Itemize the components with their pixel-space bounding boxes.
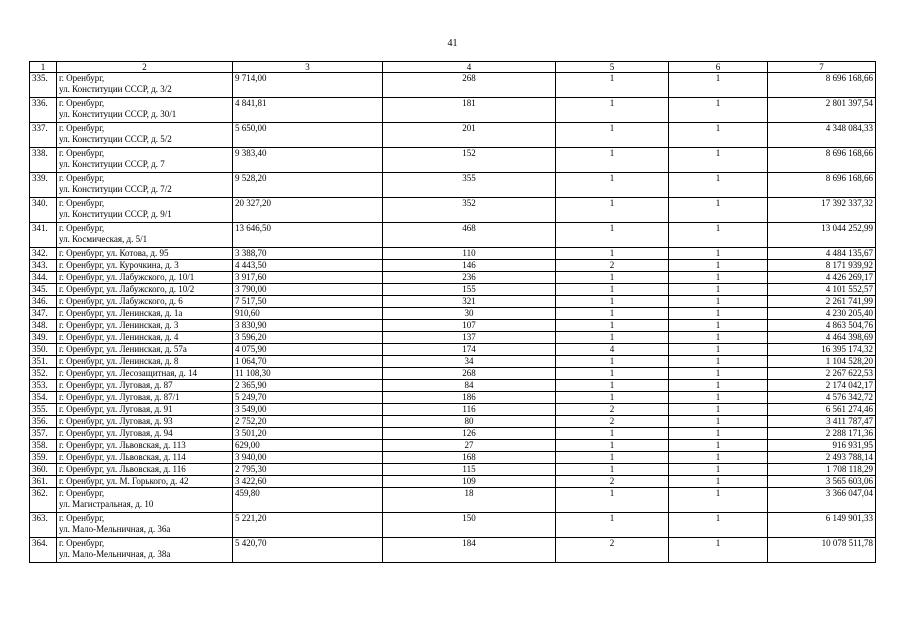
row-number-cell: 335. bbox=[30, 73, 57, 98]
table-row bbox=[30, 404, 876, 416]
row-number-cell: 358. bbox=[30, 440, 57, 452]
column-4-cell: 155 bbox=[383, 284, 556, 296]
column-4-cell: 150 bbox=[383, 513, 556, 538]
column-3-cell: 9 528,20 bbox=[233, 173, 383, 198]
column-5-cell: 1 bbox=[556, 248, 669, 260]
column-header-5: 5 bbox=[556, 62, 669, 73]
register-body bbox=[30, 73, 876, 563]
column-7-cell: 4 426 269,17 bbox=[768, 272, 876, 284]
column-7-cell: 2 267 622,53 bbox=[768, 368, 876, 380]
column-4-cell: 236 bbox=[383, 272, 556, 284]
column-4-cell: 30 bbox=[383, 308, 556, 320]
column-7-cell: 2 174 042,17 bbox=[768, 380, 876, 392]
column-5-cell: 1 bbox=[556, 513, 669, 538]
address-cell bbox=[57, 356, 233, 368]
row-number-cell: 352. bbox=[30, 368, 57, 380]
column-4-cell: 321 bbox=[383, 296, 556, 308]
row-number-cell: 339. bbox=[30, 173, 57, 198]
address-line: г. Оренбург, bbox=[59, 198, 105, 208]
table-row bbox=[30, 538, 876, 563]
address-line: ул. Мало-Мельничная, д. 36а bbox=[59, 524, 171, 534]
column-3-cell: 1 064,70 bbox=[233, 356, 383, 368]
address-cell bbox=[57, 488, 233, 513]
column-5-cell: 2 bbox=[556, 416, 669, 428]
column-5-cell: 2 bbox=[556, 260, 669, 272]
table-row bbox=[30, 356, 876, 368]
row-number-cell: 356. bbox=[30, 416, 57, 428]
table-row bbox=[30, 308, 876, 320]
column-3-cell: 9 383,40 bbox=[233, 148, 383, 173]
row-number-cell: 341. bbox=[30, 223, 57, 248]
column-3-cell: 3 596,20 bbox=[233, 332, 383, 344]
table-row bbox=[30, 173, 876, 198]
column-5-cell: 1 bbox=[556, 272, 669, 284]
column-3-cell: 4 075,90 bbox=[233, 344, 383, 356]
address-cell bbox=[57, 368, 233, 380]
column-6-cell: 1 bbox=[669, 198, 768, 223]
column-7-cell: 1 708 118,29 bbox=[768, 464, 876, 476]
address-cell bbox=[57, 404, 233, 416]
column-5-cell: 1 bbox=[556, 440, 669, 452]
column-3-cell: 3 940,00 bbox=[233, 452, 383, 464]
page-number: 41 bbox=[447, 38, 458, 49]
header-row bbox=[30, 62, 876, 73]
column-3-cell: 4 841,81 bbox=[233, 98, 383, 123]
table-row bbox=[30, 98, 876, 123]
column-4-cell: 181 bbox=[383, 98, 556, 123]
address-line: г. Оренбург, ул. Котова, д. 95 bbox=[59, 248, 169, 258]
table-row bbox=[30, 392, 876, 404]
address-cell bbox=[57, 476, 233, 488]
register-table bbox=[29, 61, 876, 563]
address-line: г. Оренбург, ул. Лесозащитная, д. 14 bbox=[59, 368, 198, 378]
column-6-cell: 1 bbox=[669, 344, 768, 356]
column-6-cell: 1 bbox=[669, 98, 768, 123]
column-5-cell: 1 bbox=[556, 392, 669, 404]
address-cell bbox=[57, 344, 233, 356]
column-6-cell: 1 bbox=[669, 392, 768, 404]
address-cell bbox=[57, 260, 233, 272]
address-cell bbox=[57, 320, 233, 332]
address-line: г. Оренбург, ул. Лабужского, д. 6 bbox=[59, 296, 183, 306]
address-line: г. Оренбург, bbox=[59, 123, 105, 133]
table-row bbox=[30, 272, 876, 284]
column-5-cell: 1 bbox=[556, 452, 669, 464]
column-3-cell: 11 108,30 bbox=[233, 368, 383, 380]
column-5-cell: 1 bbox=[556, 148, 669, 173]
column-3-cell: 3 549,00 bbox=[233, 404, 383, 416]
column-6-cell: 1 bbox=[669, 464, 768, 476]
column-5-cell: 1 bbox=[556, 428, 669, 440]
column-7-cell: 2 288 171,36 bbox=[768, 428, 876, 440]
column-5-cell: 1 bbox=[556, 488, 669, 513]
column-5-cell: 2 bbox=[556, 538, 669, 563]
address-cell bbox=[57, 464, 233, 476]
column-5-cell: 1 bbox=[556, 332, 669, 344]
table-row bbox=[30, 428, 876, 440]
address-line: г. Оренбург, bbox=[59, 488, 105, 498]
column-7-cell: 4 484 135,67 bbox=[768, 248, 876, 260]
column-6-cell: 1 bbox=[669, 332, 768, 344]
table-row bbox=[30, 440, 876, 452]
column-7-cell: 3 565 603,06 bbox=[768, 476, 876, 488]
table-row bbox=[30, 344, 876, 356]
row-number-cell: 347. bbox=[30, 308, 57, 320]
column-5-cell: 1 bbox=[556, 368, 669, 380]
column-5-cell: 1 bbox=[556, 123, 669, 148]
column-header-6: 6 bbox=[669, 62, 768, 73]
column-7-cell: 3 411 787,47 bbox=[768, 416, 876, 428]
column-6-cell: 1 bbox=[669, 513, 768, 538]
column-3-cell: 3 830,90 bbox=[233, 320, 383, 332]
column-6-cell: 1 bbox=[669, 173, 768, 198]
column-6-cell: 1 bbox=[669, 272, 768, 284]
column-6-cell: 1 bbox=[669, 368, 768, 380]
table-row bbox=[30, 198, 876, 223]
address-line: г. Оренбург, ул. Ленинская, д. 8 bbox=[59, 356, 179, 366]
column-3-cell: 3 790,00 bbox=[233, 284, 383, 296]
column-6-cell: 1 bbox=[669, 296, 768, 308]
address-cell bbox=[57, 98, 233, 123]
row-number-cell: 344. bbox=[30, 272, 57, 284]
table-row bbox=[30, 320, 876, 332]
table-row bbox=[30, 488, 876, 513]
column-3-cell: 9 714,00 bbox=[233, 73, 383, 98]
column-4-cell: 80 bbox=[383, 416, 556, 428]
address-line: ул. Конституции СССР, д. 7 bbox=[59, 159, 165, 169]
address-line: г. Оренбург, ул. Ленинская, д. 57а bbox=[59, 344, 187, 354]
column-7-cell: 4 101 552,57 bbox=[768, 284, 876, 296]
table-row bbox=[30, 284, 876, 296]
table-row bbox=[30, 464, 876, 476]
column-5-cell: 1 bbox=[556, 380, 669, 392]
column-4-cell: 168 bbox=[383, 452, 556, 464]
column-6-cell: 1 bbox=[669, 356, 768, 368]
row-number-cell: 349. bbox=[30, 332, 57, 344]
column-6-cell: 1 bbox=[669, 308, 768, 320]
row-number-cell: 337. bbox=[30, 123, 57, 148]
address-line: ул. Конституции СССР, д. 9/1 bbox=[59, 209, 172, 219]
table-row bbox=[30, 416, 876, 428]
column-6-cell: 1 bbox=[669, 123, 768, 148]
address-cell bbox=[57, 173, 233, 198]
address-cell bbox=[57, 198, 233, 223]
column-6-cell: 1 bbox=[669, 488, 768, 513]
address-cell bbox=[57, 123, 233, 148]
column-5-cell: 1 bbox=[556, 356, 669, 368]
address-line: г. Оренбург, ул. Луговая, д. 94 bbox=[59, 428, 173, 438]
address-line: ул. Конституции СССР, д. 5/2 bbox=[59, 134, 172, 144]
address-line: ул. Магистральная, д. 10 bbox=[59, 499, 154, 509]
row-number-cell: 357. bbox=[30, 428, 57, 440]
address-line: г. Оренбург, ул. Лабужского, д. 10/1 bbox=[59, 272, 195, 282]
column-3-cell: 2 795,30 bbox=[233, 464, 383, 476]
column-3-cell: 3 388,70 bbox=[233, 248, 383, 260]
column-6-cell: 1 bbox=[669, 320, 768, 332]
column-7-cell: 6 149 901,33 bbox=[768, 513, 876, 538]
address-cell bbox=[57, 332, 233, 344]
column-header-7: 7 bbox=[768, 62, 876, 73]
column-4-cell: 355 bbox=[383, 173, 556, 198]
column-6-cell: 1 bbox=[669, 248, 768, 260]
column-3-cell: 20 327,20 bbox=[233, 198, 383, 223]
column-7-cell: 2 261 741,99 bbox=[768, 296, 876, 308]
column-3-cell: 5 221,20 bbox=[233, 513, 383, 538]
address-line: ул. Мало-Мельничная, д. 38а bbox=[59, 549, 171, 559]
address-line: г. Оренбург, bbox=[59, 148, 105, 158]
column-7-cell: 4 230 205,40 bbox=[768, 308, 876, 320]
address-cell bbox=[57, 428, 233, 440]
address-line: г. Оренбург, bbox=[59, 73, 105, 83]
column-4-cell: 107 bbox=[383, 320, 556, 332]
row-number-cell: 346. bbox=[30, 296, 57, 308]
row-number-cell: 359. bbox=[30, 452, 57, 464]
column-7-cell: 6 561 274,46 bbox=[768, 404, 876, 416]
column-6-cell: 1 bbox=[669, 416, 768, 428]
address-line: г. Оренбург, ул. Курочкина, д. 3 bbox=[59, 260, 179, 270]
address-cell bbox=[57, 452, 233, 464]
column-6-cell: 1 bbox=[669, 428, 768, 440]
column-7-cell: 4 464 398,69 bbox=[768, 332, 876, 344]
column-7-cell: 4 576 342,72 bbox=[768, 392, 876, 404]
row-number-cell: 361. bbox=[30, 476, 57, 488]
table-row bbox=[30, 513, 876, 538]
column-5-cell: 1 bbox=[556, 284, 669, 296]
column-7-cell: 8 696 168,66 bbox=[768, 148, 876, 173]
column-5-cell: 1 bbox=[556, 173, 669, 198]
column-5-cell: 1 bbox=[556, 73, 669, 98]
column-header-1: 1 bbox=[30, 62, 57, 73]
column-4-cell: 84 bbox=[383, 380, 556, 392]
column-7-cell: 916 931,95 bbox=[768, 440, 876, 452]
address-cell bbox=[57, 308, 233, 320]
row-number-cell: 343. bbox=[30, 260, 57, 272]
address-line: г. Оренбург, ул. Ленинская, д. 3 bbox=[59, 320, 179, 330]
address-line: ул. Космическая, д. 5/1 bbox=[59, 234, 148, 244]
row-number-cell: 355. bbox=[30, 404, 57, 416]
column-header-3: 3 bbox=[233, 62, 383, 73]
column-3-cell: 5 420,70 bbox=[233, 538, 383, 563]
column-3-cell: 629,00 bbox=[233, 440, 383, 452]
column-4-cell: 27 bbox=[383, 440, 556, 452]
column-7-cell: 8 171 939,92 bbox=[768, 260, 876, 272]
column-7-cell: 4 863 504,76 bbox=[768, 320, 876, 332]
column-5-cell: 1 bbox=[556, 308, 669, 320]
column-7-cell: 2 801 397,54 bbox=[768, 98, 876, 123]
column-6-cell: 1 bbox=[669, 284, 768, 296]
column-4-cell: 110 bbox=[383, 248, 556, 260]
address-line: г. Оренбург, bbox=[59, 223, 105, 233]
column-4-cell: 468 bbox=[383, 223, 556, 248]
column-5-cell: 2 bbox=[556, 476, 669, 488]
column-3-cell: 2 752,20 bbox=[233, 416, 383, 428]
row-number-cell: 364. bbox=[30, 538, 57, 563]
table-row bbox=[30, 368, 876, 380]
column-3-cell: 3 501,20 bbox=[233, 428, 383, 440]
column-5-cell: 1 bbox=[556, 98, 669, 123]
column-header-2: 2 bbox=[57, 62, 233, 73]
address-line: г. Оренбург, ул. Луговая, д. 87 bbox=[59, 380, 173, 390]
column-3-cell: 910,60 bbox=[233, 308, 383, 320]
table-row bbox=[30, 380, 876, 392]
row-number-cell: 338. bbox=[30, 148, 57, 173]
column-4-cell: 268 bbox=[383, 73, 556, 98]
column-3-cell: 459,80 bbox=[233, 488, 383, 513]
column-5-cell: 2 bbox=[556, 404, 669, 416]
address-cell bbox=[57, 223, 233, 248]
address-line: г. Оренбург, bbox=[59, 98, 105, 108]
column-7-cell: 17 392 337,32 bbox=[768, 198, 876, 223]
column-3-cell: 5 650,00 bbox=[233, 123, 383, 148]
column-5-cell: 1 bbox=[556, 198, 669, 223]
column-5-cell: 1 bbox=[556, 464, 669, 476]
column-6-cell: 1 bbox=[669, 538, 768, 563]
row-number-cell: 354. bbox=[30, 392, 57, 404]
address-cell bbox=[57, 392, 233, 404]
address-cell bbox=[57, 416, 233, 428]
address-cell bbox=[57, 440, 233, 452]
column-7-cell: 13 044 252,99 bbox=[768, 223, 876, 248]
table-row bbox=[30, 148, 876, 173]
address-line: г. Оренбург, ул. Ленинская, д. 1а bbox=[59, 308, 183, 318]
table-row bbox=[30, 452, 876, 464]
column-6-cell: 1 bbox=[669, 476, 768, 488]
column-4-cell: 352 bbox=[383, 198, 556, 223]
table-row bbox=[30, 476, 876, 488]
column-5-cell: 4 bbox=[556, 344, 669, 356]
column-3-cell: 5 249,70 bbox=[233, 392, 383, 404]
row-number-cell: 360. bbox=[30, 464, 57, 476]
address-line: г. Оренбург, bbox=[59, 513, 105, 523]
address-cell bbox=[57, 148, 233, 173]
address-line: ул. Конституции СССР, д. 7/2 bbox=[59, 184, 172, 194]
column-3-cell: 3 422,60 bbox=[233, 476, 383, 488]
table-row bbox=[30, 223, 876, 248]
column-4-cell: 109 bbox=[383, 476, 556, 488]
column-4-cell: 201 bbox=[383, 123, 556, 148]
column-5-cell: 1 bbox=[556, 320, 669, 332]
row-number-cell: 345. bbox=[30, 284, 57, 296]
row-number-cell: 362. bbox=[30, 488, 57, 513]
address-cell bbox=[57, 272, 233, 284]
column-3-cell: 4 443,50 bbox=[233, 260, 383, 272]
column-7-cell: 8 696 168,66 bbox=[768, 173, 876, 198]
column-5-cell: 1 bbox=[556, 296, 669, 308]
address-line: г. Оренбург, ул. М. Горького, д. 42 bbox=[59, 476, 189, 486]
column-4-cell: 115 bbox=[383, 464, 556, 476]
table-row bbox=[30, 332, 876, 344]
address-line: г. Оренбург, bbox=[59, 538, 105, 548]
row-number-cell: 336. bbox=[30, 98, 57, 123]
column-4-cell: 184 bbox=[383, 538, 556, 563]
row-number-cell: 353. bbox=[30, 380, 57, 392]
row-number-cell: 350. bbox=[30, 344, 57, 356]
address-cell bbox=[57, 284, 233, 296]
column-7-cell: 4 348 084,33 bbox=[768, 123, 876, 148]
address-cell bbox=[57, 296, 233, 308]
address-line: г. Оренбург, ул. Львовская, д. 116 bbox=[59, 464, 186, 474]
column-4-cell: 137 bbox=[383, 332, 556, 344]
column-header-4: 4 bbox=[383, 62, 556, 73]
row-number-cell: 363. bbox=[30, 513, 57, 538]
column-4-cell: 18 bbox=[383, 488, 556, 513]
column-6-cell: 1 bbox=[669, 73, 768, 98]
row-number-cell: 348. bbox=[30, 320, 57, 332]
column-4-cell: 116 bbox=[383, 404, 556, 416]
column-4-cell: 152 bbox=[383, 148, 556, 173]
row-number-cell: 340. bbox=[30, 198, 57, 223]
address-cell bbox=[57, 513, 233, 538]
column-6-cell: 1 bbox=[669, 452, 768, 464]
address-line: г. Оренбург, bbox=[59, 173, 105, 183]
address-line: г. Оренбург, ул. Львовская, д. 114 bbox=[59, 452, 186, 462]
address-line: г. Оренбург, ул. Луговая, д. 91 bbox=[59, 404, 173, 414]
address-line: г. Оренбург, ул. Ленинская, д. 4 bbox=[59, 332, 179, 342]
address-line: г. Оренбург, ул. Луговая, д. 93 bbox=[59, 416, 173, 426]
column-3-cell: 3 917,60 bbox=[233, 272, 383, 284]
column-6-cell: 1 bbox=[669, 223, 768, 248]
row-number-cell: 351. bbox=[30, 356, 57, 368]
column-5-cell: 1 bbox=[556, 223, 669, 248]
column-4-cell: 146 bbox=[383, 260, 556, 272]
table-row bbox=[30, 123, 876, 148]
column-6-cell: 1 bbox=[669, 440, 768, 452]
column-7-cell: 8 696 168,66 bbox=[768, 73, 876, 98]
column-4-cell: 174 bbox=[383, 344, 556, 356]
table-row bbox=[30, 296, 876, 308]
column-4-cell: 186 bbox=[383, 392, 556, 404]
row-number-cell: 342. bbox=[30, 248, 57, 260]
address-cell bbox=[57, 538, 233, 563]
column-7-cell: 16 395 174,32 bbox=[768, 344, 876, 356]
table-row bbox=[30, 73, 876, 98]
address-line: г. Оренбург, ул. Львовская, д. 113 bbox=[59, 440, 186, 450]
table-row bbox=[30, 248, 876, 260]
column-7-cell: 2 493 788,14 bbox=[768, 452, 876, 464]
column-7-cell: 3 366 047,04 bbox=[768, 488, 876, 513]
column-4-cell: 34 bbox=[383, 356, 556, 368]
column-3-cell: 7 517,50 bbox=[233, 296, 383, 308]
address-cell bbox=[57, 380, 233, 392]
table-row bbox=[30, 260, 876, 272]
address-line: ул. Конституции СССР, д. 30/1 bbox=[59, 109, 177, 119]
address-cell bbox=[57, 248, 233, 260]
column-6-cell: 1 bbox=[669, 148, 768, 173]
column-4-cell: 268 bbox=[383, 368, 556, 380]
column-4-cell: 126 bbox=[383, 428, 556, 440]
column-3-cell: 13 646,50 bbox=[233, 223, 383, 248]
column-7-cell: 1 104 528,20 bbox=[768, 356, 876, 368]
column-7-cell: 10 078 511,78 bbox=[768, 538, 876, 563]
address-cell bbox=[57, 73, 233, 98]
address-line: г. Оренбург, ул. Лабужского, д. 10/2 bbox=[59, 284, 195, 294]
column-6-cell: 1 bbox=[669, 380, 768, 392]
column-6-cell: 1 bbox=[669, 260, 768, 272]
column-6-cell: 1 bbox=[669, 404, 768, 416]
column-3-cell: 2 365,90 bbox=[233, 380, 383, 392]
address-line: ул. Конституции СССР, д. 3/2 bbox=[59, 84, 172, 94]
address-line: г. Оренбург, ул. Луговая, д. 87/1 bbox=[59, 392, 180, 402]
